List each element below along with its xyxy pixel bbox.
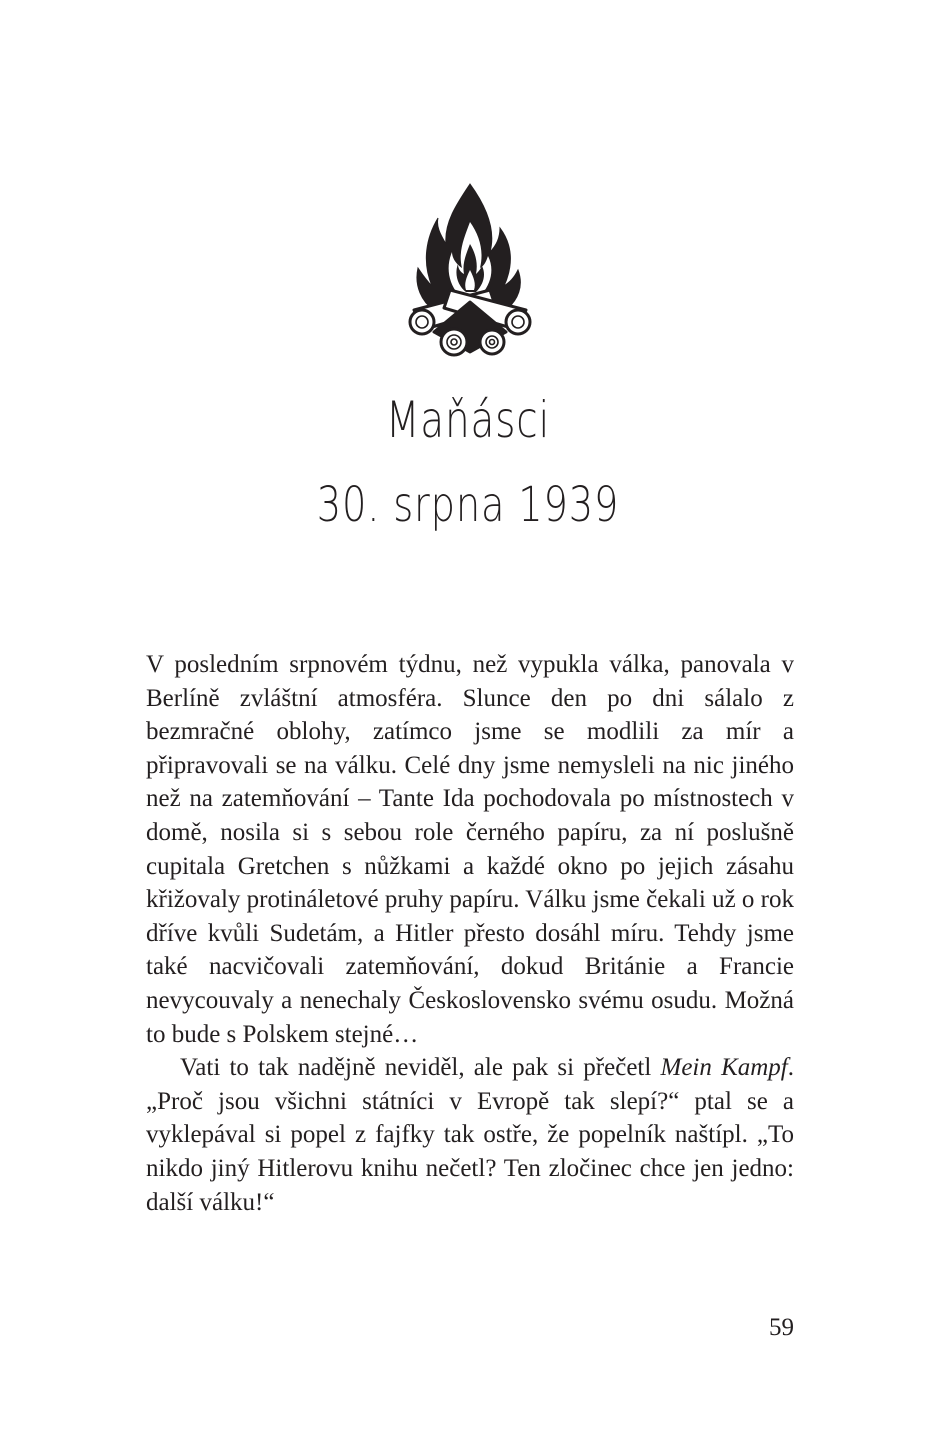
paragraph: V posledním srpnovém týdnu, než vypukla válka, panovala v Berlíně zvláštní atmosféra. Slunce den po dni sálalo z bezmračné oblohy, zatímco jsme se modlili za mír a připravovali se na válku. Celé dny jsme nemysleli na nic jiného než na zatemňování – Tante Ida pochodovala po místnostech v domě, nosila si s sebou role černého papíru, za ní poslušně cupitala Gretchen s nůžkami a každé okno po jejich zásahu křižovaly protináletové pruhy papíru. Válku jsme čekali už o rok dříve kvůli Sudetám, a Hitler přesto dosáhl míru. Tehdy jsme také nacvičovali zatemňování, dokud Británie a Francie nevycouvaly a nenechaly Československo svému osudu. Možná to bude s Polskem stejné… xyxy=(146,651,794,1048)
book-title-emphasis: Mein Kampf xyxy=(660,1054,788,1082)
chapter-body xyxy=(146,648,794,1219)
paragraph-text: . „Proč jsou všichni státníci v Evropě tak slepí?“ ptal se a vyklepával si popel z fajfky tak ostře, že popelník naštípl. „To nikdo jiný Hitlerovu knihu nečetl? Ten zločinec chce jen jedno: další válku!“ xyxy=(146,1054,794,1216)
campfire-icon xyxy=(400,182,540,362)
paragraph xyxy=(146,1051,794,1219)
chapter-date: 30. srpna 1939 xyxy=(316,477,620,533)
chapter-title: Maňásci xyxy=(385,391,551,449)
page-number: 59 xyxy=(769,1314,794,1341)
paragraph-text: Vati to tak nadějně neviděl, ale pak si přečetl xyxy=(180,1054,661,1082)
